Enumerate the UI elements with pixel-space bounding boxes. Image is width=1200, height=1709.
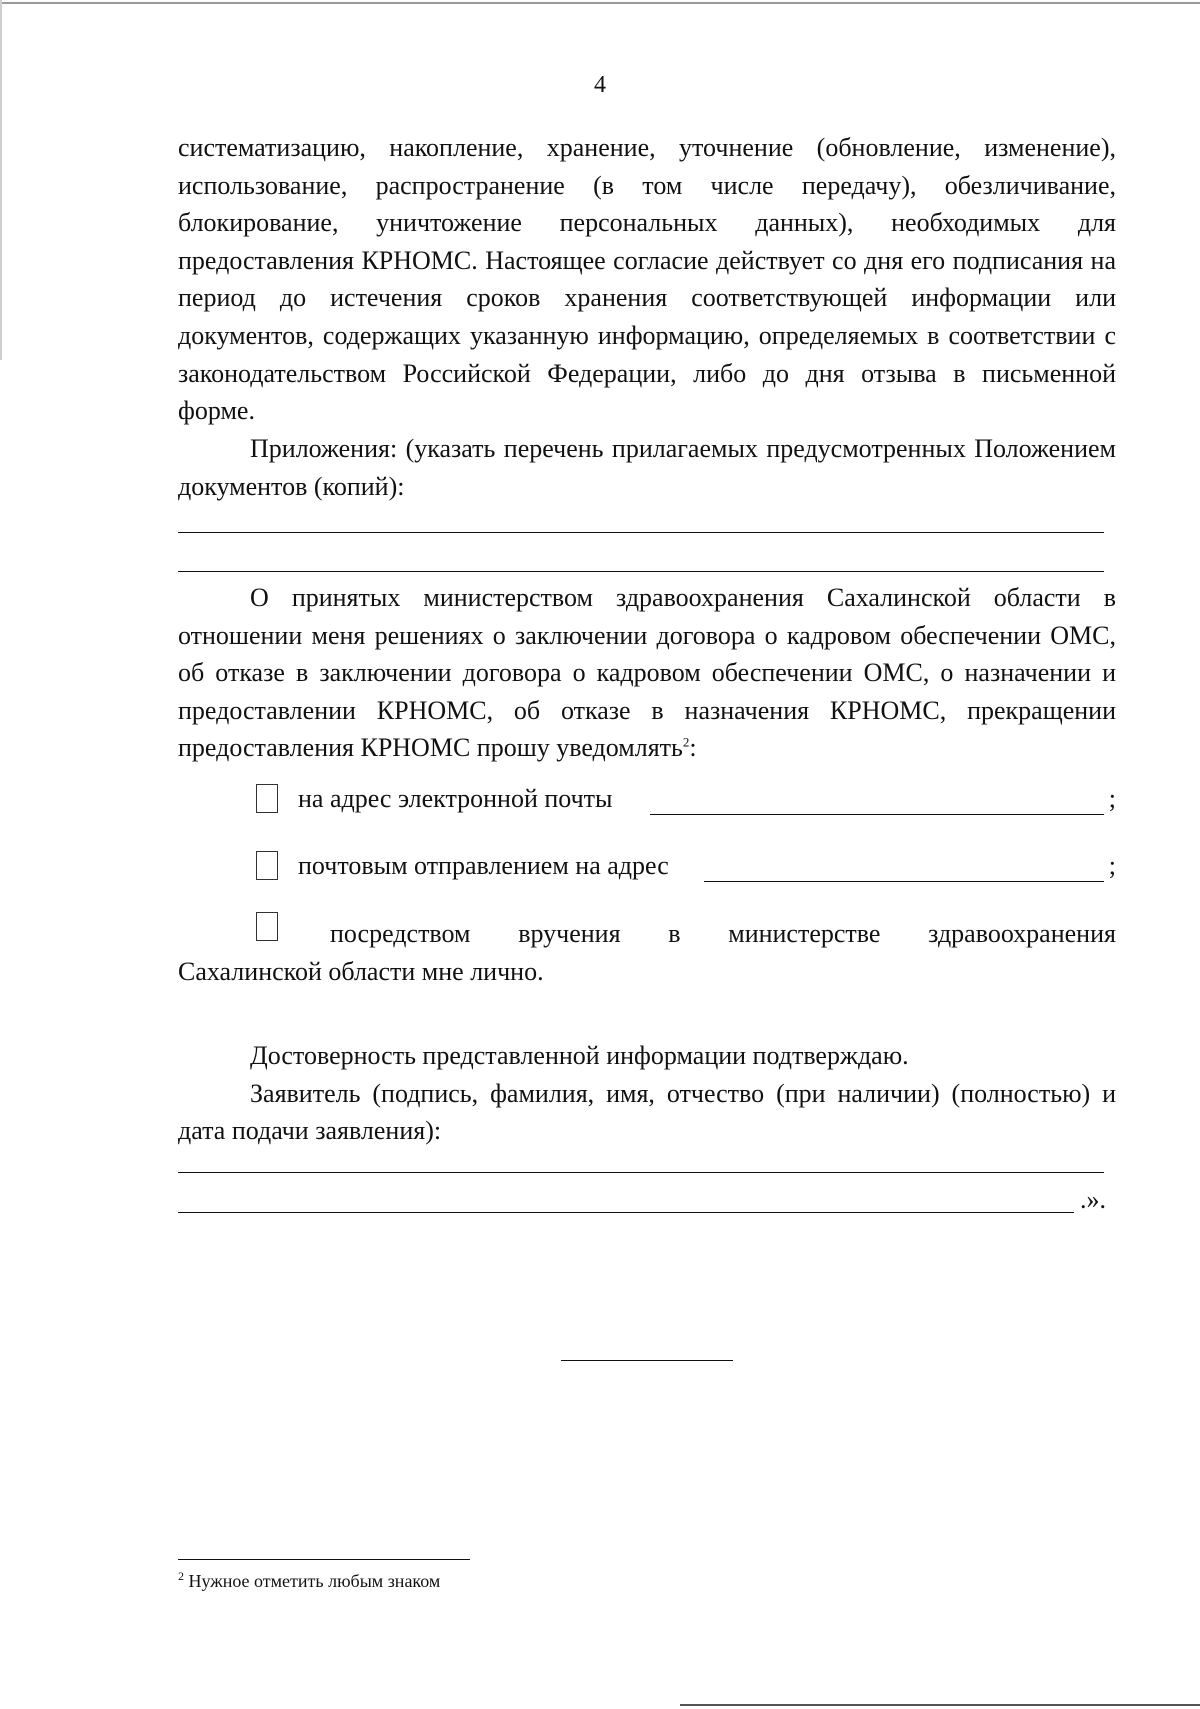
consent-paragraph-block — [178, 129, 1116, 430]
personal-word-2: вручения — [518, 919, 621, 948]
signature-line-2[interactable] — [178, 1212, 1074, 1213]
scan-edge-left — [0, 0, 2, 360]
post-address-line[interactable] — [704, 881, 1104, 882]
option-personal-label — [178, 919, 1116, 987]
footnote-text: Нужное отметить любым знаком — [188, 1571, 441, 1591]
personal-word-1: посредством — [330, 919, 471, 948]
footnote-rule — [178, 1559, 470, 1560]
signature-line-1[interactable] — [178, 1172, 1104, 1173]
attachments-label: Приложения: (указать перечень прилагаемых предусмотренных Положением документов (копий): — [178, 434, 1116, 501]
attachments-fill-line-1[interactable] — [178, 532, 1104, 533]
personal-word-5: здравоохранения — [928, 919, 1116, 948]
option-email-label: на адрес электронной почты — [298, 784, 613, 813]
applicant-text: Заявитель (подпись, фамилия, имя, отчество (при наличии) (полностью) и дата подачи заявления): — [178, 1078, 1116, 1146]
email-input-line[interactable] — [650, 814, 1104, 815]
notification-text: О принятых министерством здравоохранения Сахалинской области в отношении меня решениях о заключении договора о кадровом обеспечении ОМС, об отказе в заключении договора о кадровом обеспечении ОМС, о назначении и предоставлении КРНОМС, об отказе в назначения КРНОМС, прекращении предоставления КРНОМС прошу уведомлять — [178, 583, 1116, 763]
option-personal-line-1 — [178, 919, 1116, 949]
post-checkbox[interactable] — [256, 851, 278, 880]
option-personal-line-2: Сахалинской области мне лично. — [178, 957, 544, 986]
personal-word-4: министерстве — [728, 919, 881, 948]
attachments-fill-line-2[interactable] — [178, 571, 1104, 572]
scan-edge-bottom — [680, 1704, 1200, 1706]
personal-word-3: в — [668, 919, 681, 948]
confirmation-text: Достоверность представленной информации подтверждаю. — [250, 1041, 909, 1070]
footnote — [178, 1571, 440, 1592]
attachments-block — [178, 430, 1116, 505]
confirmation-block — [178, 1037, 1116, 1150]
option-post-row — [256, 851, 1116, 891]
email-checkbox[interactable] — [256, 784, 278, 813]
footnote-ref: 2 — [682, 734, 690, 750]
option-post-label: почтовым отправлением на адрес — [298, 851, 669, 880]
page-number: 4 — [594, 72, 606, 98]
notification-paragraph — [178, 579, 1116, 767]
consent-paragraph: систематизацию, накопление, хранение, уточнение (обновление, изменение), использование, распространение (в том числе передачу), обезличивание, блокирование, уничтожение персональных данных), необходимых для предоставления КРНОМС. Настоящее согласие действует со дня его подписания на период до истечения сроков хранения соответствующей информации или документов, содержащих указанную информацию, определяемых в соответствии с законодательством Российской Федерации, либо до дня отзыва в письменной форме. — [178, 133, 1116, 426]
footnote-number: 2 — [178, 1569, 184, 1583]
post-semicolon: ; — [1108, 851, 1116, 880]
email-semicolon: ; — [1108, 784, 1116, 813]
closing-mark: .». — [1080, 1185, 1106, 1214]
notification-block — [178, 579, 1116, 767]
option-email-row — [256, 784, 1116, 824]
scan-edge-top — [0, 2, 1200, 4]
notification-colon: : — [689, 733, 697, 763]
end-separator — [561, 1360, 733, 1361]
